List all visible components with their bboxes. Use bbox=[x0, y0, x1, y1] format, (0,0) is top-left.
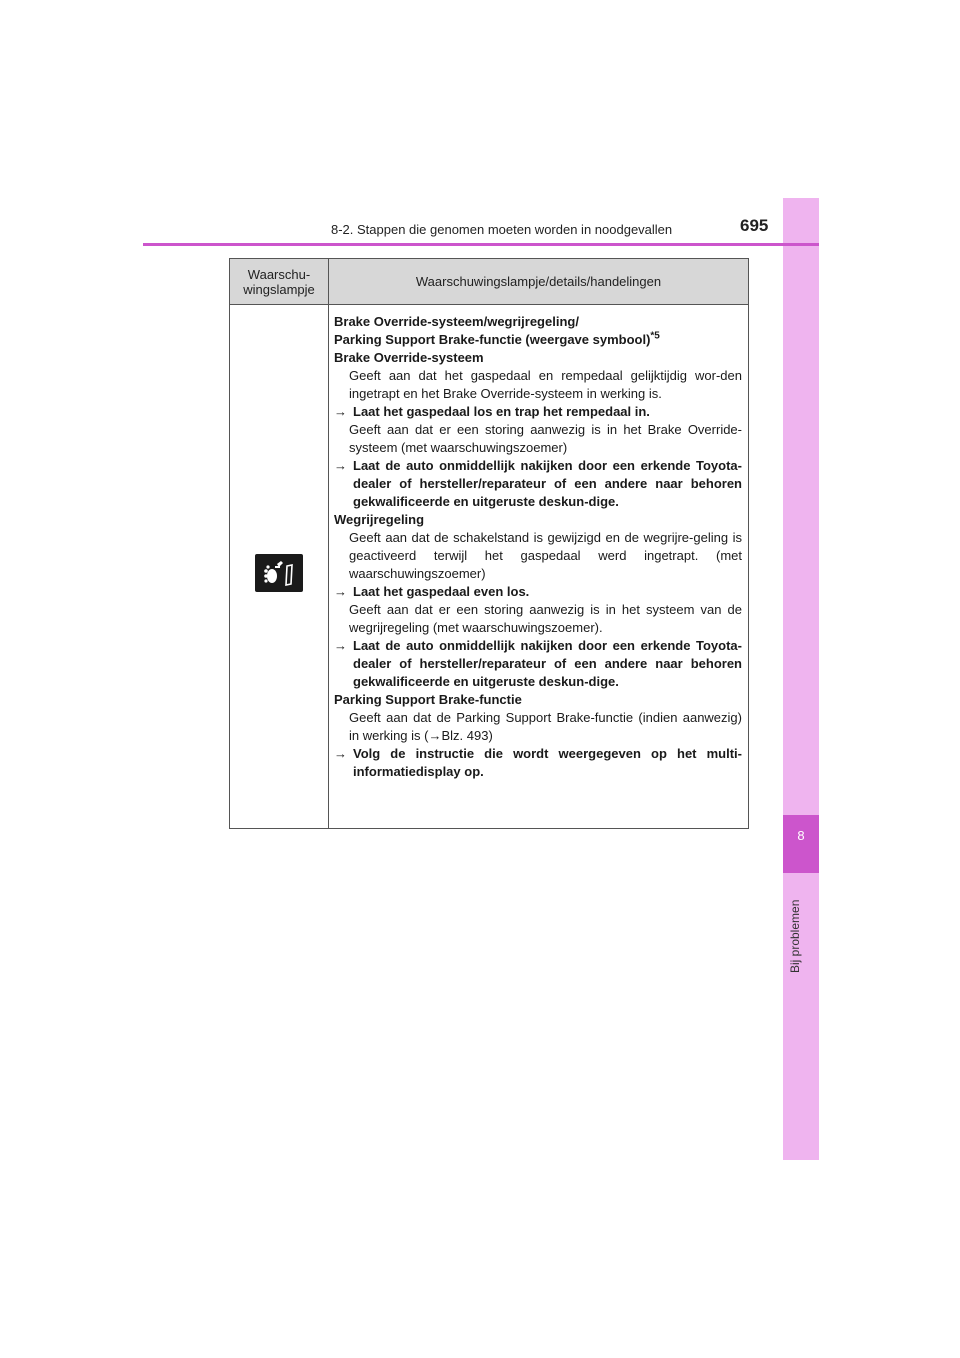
entry-title-line2 bbox=[334, 331, 742, 349]
entry-title-text: Parking Support Brake-functie (weergave symbool) bbox=[334, 332, 651, 347]
action-text: Volg de instructie die wordt weergegeven op het multi-informatiedisplay op. bbox=[353, 746, 742, 779]
chapter-number: 8 bbox=[797, 828, 805, 843]
action-text: Laat de auto onmiddellijk nakijken door een erkende Toyota-dealer of hersteller/reparateur of een andere naar behoren gekwalificeerde en uitgeruste deskun-dige. bbox=[353, 458, 742, 509]
description-text bbox=[334, 709, 742, 745]
arrow-icon: → bbox=[334, 404, 347, 419]
action-text: Laat het gaspedaal even los. bbox=[353, 584, 530, 599]
action-item bbox=[334, 457, 742, 511]
table-header bbox=[230, 259, 748, 305]
description-text: Geeft aan dat er een storing aanwezig is in het Brake Override-systeem (met waarschuwingszoemer) bbox=[349, 422, 742, 455]
action-item bbox=[334, 637, 742, 691]
section-title: 8-2. Stappen die genomen moeten worden in noodgevallen bbox=[331, 222, 673, 237]
column-header-details: Waarschuwingslampje/details/handelingen bbox=[415, 274, 662, 289]
chapter-tab-highlight bbox=[783, 815, 819, 873]
description-text: Geeft aan dat het gaspedaal en rempedaal gelijktijdig wor-den ingetrapt en het Brake Override-systeem in werking is. bbox=[349, 368, 742, 401]
description-text-part: Geeft aan dat de Parking Support Brake-functie (indien aanwezig) in werking is ( bbox=[349, 710, 742, 743]
page-number: 695 bbox=[740, 216, 769, 235]
action-item bbox=[334, 403, 742, 421]
arrow-icon: → bbox=[334, 638, 347, 653]
action-item bbox=[334, 583, 742, 601]
section-heading-brake-override: Brake Override-systeem bbox=[334, 350, 484, 365]
foot-pedal-icon bbox=[255, 554, 303, 592]
arrow-icon: → bbox=[334, 458, 347, 473]
column-divider bbox=[328, 304, 329, 828]
page-reference-link[interactable]: Blz. 493) bbox=[441, 728, 493, 743]
chapter-label: Bij problemen bbox=[788, 899, 802, 973]
action-text: Laat de auto onmiddellijk nakijken door een erkende Toyota-dealer of hersteller/reparateur of een andere naar behoren gekwalificeerde en uitgeruste deskun-dige. bbox=[353, 638, 742, 689]
section-heading-parking-support-brake: Parking Support Brake-functie bbox=[334, 692, 522, 707]
arrow-icon: → bbox=[334, 584, 347, 599]
table-content bbox=[334, 313, 742, 781]
chapter-side-strip bbox=[783, 198, 819, 1160]
chapter-label-box bbox=[784, 885, 818, 975]
section-heading-wegrijregeling: Wegrijregeling bbox=[334, 512, 425, 527]
footnote-marker: *5 bbox=[650, 330, 660, 342]
header-rule bbox=[143, 243, 819, 246]
entry-title-line1: Brake Override-systeem/wegrijregeling/ bbox=[334, 314, 579, 329]
action-item bbox=[334, 745, 742, 781]
warning-light-table bbox=[229, 258, 749, 829]
arrow-icon: → bbox=[334, 746, 347, 761]
column-header-warning-light bbox=[230, 259, 329, 304]
column-header-line2: wingslampje bbox=[243, 281, 315, 297]
column-header-line1: Waarschu- bbox=[247, 266, 311, 282]
description-text: Geeft aan dat er een storing aanwezig is in het systeem van de wegrijregeling (met waarschuwingszoemer). bbox=[349, 602, 742, 635]
brake-override-warning-icon bbox=[255, 554, 303, 592]
arrow-icon: → bbox=[428, 728, 442, 743]
description-text: Geeft aan dat de schakelstand is gewijzigd en de wegrijre-geling is geactiveerd terwijl het gaspedaal werd ingetrapt. (met waarschuwingszoemer) bbox=[349, 530, 742, 581]
action-text: Laat het gaspedaal los en trap het rempedaal in. bbox=[353, 404, 650, 419]
